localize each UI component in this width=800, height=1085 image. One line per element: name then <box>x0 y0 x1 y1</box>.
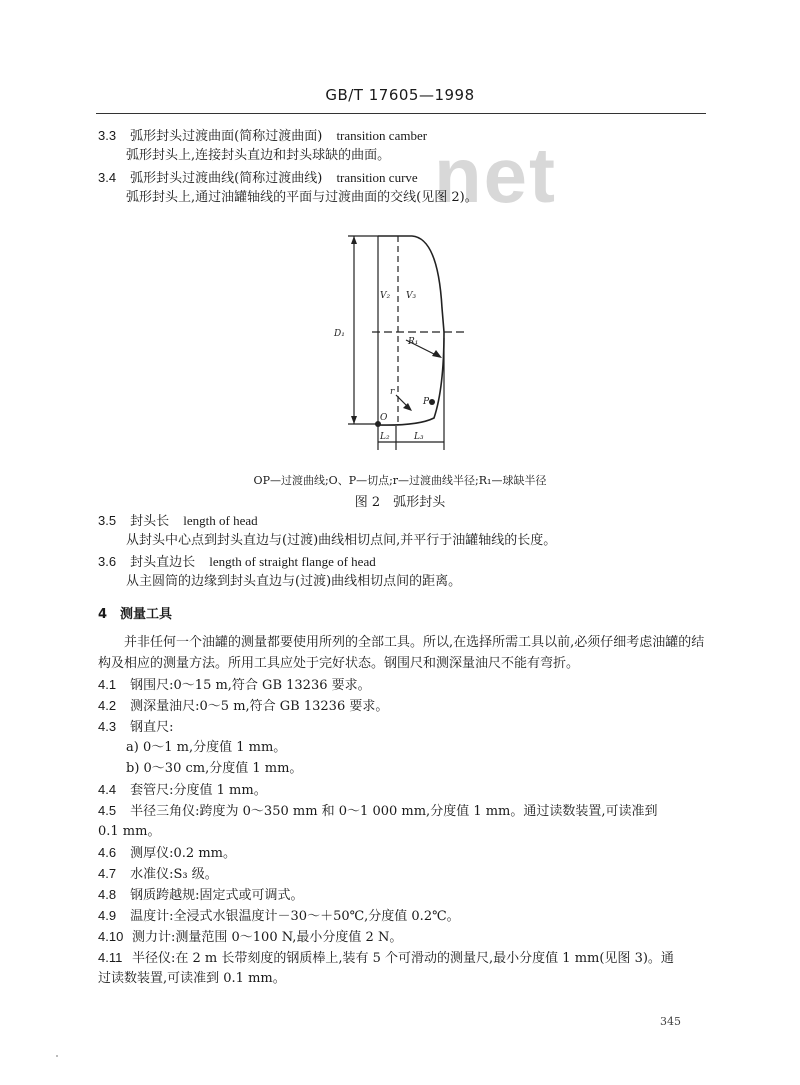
def-term: 弧形封头过渡曲线(简称过渡曲线) <box>130 171 323 186</box>
figure-title: 图 2 弧形封头 <box>354 495 446 510</box>
item-number: 4.9 <box>98 908 117 923</box>
def-number: 3.5 <box>98 513 117 528</box>
r-arrowhead <box>403 403 412 411</box>
item-text: 钢质跨越规:固定式或可调式。 <box>130 888 304 903</box>
item-text: 测深量油尺:0～5 m,符合 GB 13236 要求。 <box>130 699 389 714</box>
def-3-4-desc: 弧形封头上,通过油罐轴线的平面与过渡曲面的交线(见图 2)。 <box>126 190 478 205</box>
label-r1: R₁ <box>408 337 419 347</box>
label-d1: D₁ <box>334 329 345 339</box>
label-l2: L₂ <box>380 432 390 442</box>
head-profile <box>378 236 444 425</box>
list-item <box>98 718 174 737</box>
list-item: 过读数装置,可读准到 0.1 mm。 <box>98 971 286 986</box>
list-item <box>98 676 371 695</box>
item-number: 4.10 <box>98 929 124 944</box>
label-l3: L₃ <box>414 432 424 442</box>
def-term-en: length of head <box>183 513 258 528</box>
figure-arc-head <box>320 228 480 464</box>
item-text: 测厚仪:0.2 mm。 <box>130 846 236 861</box>
list-item <box>98 802 658 821</box>
r1-arrowhead <box>432 350 442 358</box>
scan-speck <box>56 1055 58 1057</box>
label-r: r <box>390 387 395 397</box>
def-number: 3.4 <box>98 170 117 185</box>
label-p: P <box>423 397 430 407</box>
item-text: 钢直尺: <box>130 720 174 735</box>
list-item <box>98 928 402 947</box>
def-term-en: transition camber <box>336 128 428 143</box>
item-number: 4.2 <box>98 698 117 713</box>
item-text: 温度计:全浸式水银温度计－30～＋50℃,分度值 0.2℃。 <box>130 909 460 924</box>
item-text: 半径三角仪:跨度为 0～350 mm 和 0～1 000 mm,分度值 1 mm。通过读数装置,可读准到 <box>130 804 658 819</box>
list-item <box>98 886 304 905</box>
def-3-3 <box>98 127 427 146</box>
item-number: 4.3 <box>98 719 117 734</box>
list-item <box>98 949 674 968</box>
list-item: a) 0～1 m,分度值 1 mm。 <box>126 740 287 755</box>
item-text: 套管尺:分度值 1 mm。 <box>130 783 267 798</box>
d1-arrow-top <box>351 236 357 244</box>
def-term: 封头直边长 <box>130 555 196 570</box>
item-number: 4.4 <box>98 782 117 797</box>
label-o: O <box>380 413 388 423</box>
d1-arrow-bottom <box>351 416 357 424</box>
item-number: 4.7 <box>98 866 117 881</box>
item-text: 钢围尺:0～15 m,符合 GB 13236 要求。 <box>130 678 371 693</box>
def-term: 弧形封头过渡曲面(简称过渡曲面) <box>130 129 323 144</box>
item-number: 4.5 <box>98 803 117 818</box>
item-number: 4.11 <box>98 950 123 965</box>
def-3-4 <box>98 169 418 188</box>
item-text: 半径仪:在 2 m 长带刻度的钢质棒上,装有 5 个可滑动的测量尺,最小分度值 1 mm(见图 3)。通 <box>132 951 674 966</box>
label-v3: V₃ <box>406 291 417 301</box>
list-item: b) 0～30 cm,分度值 1 mm。 <box>126 761 303 776</box>
def-number: 3.3 <box>98 128 117 143</box>
section-4-intro: 并非任何一个油罐的测量都要使用所列的全部工具。所以,在选择所需工具以前,必须仔细考虑油罐的结构及相应的测量方法。所用工具应处于完好状态。钢围尺和测深量油尺不能有弯折。 <box>98 635 705 671</box>
figure-caption: OP—过渡曲线;O、P—切点;r—过渡曲线半径;R₁—球缺半径 <box>253 474 547 487</box>
standard-header: GB/T 17605—1998 <box>325 86 475 104</box>
list-item: 0.1 mm。 <box>98 824 161 839</box>
def-term: 封头长 <box>130 514 170 529</box>
def-3-5-desc: 从封头中心点到封头直边与(过渡)曲线相切点间,并平行于油罐轴线的长度。 <box>126 533 557 548</box>
list-item <box>98 697 388 716</box>
item-number: 4.1 <box>98 677 117 692</box>
list-item <box>98 844 236 863</box>
list-item <box>98 781 267 800</box>
def-3-3-desc: 弧形封头上,连接封头直边和封头球缺的曲面。 <box>126 148 391 163</box>
list-item <box>98 907 460 926</box>
header-rule <box>96 113 706 114</box>
item-number: 4.6 <box>98 845 117 860</box>
def-number: 3.6 <box>98 554 117 569</box>
point-p <box>429 399 435 405</box>
label-v2: V₂ <box>380 291 391 301</box>
def-3-6-desc: 从主圆筒的边缘到封头直边与(过渡)曲线相切点间的距离。 <box>126 574 462 589</box>
page-number: 345 <box>660 1015 681 1028</box>
def-3-5 <box>98 512 258 531</box>
def-3-6 <box>98 553 376 572</box>
def-term-en: length of straight flange of head <box>209 554 376 569</box>
item-number: 4.8 <box>98 887 117 902</box>
list-item <box>98 865 218 884</box>
item-text: 测力计:测量范围 0～100 N,最小分度值 2 N。 <box>132 930 403 945</box>
item-text: 水准仪:S₃ 级。 <box>130 867 218 882</box>
def-term-en: transition curve <box>336 170 418 185</box>
section-4-title: 4 测量工具 <box>98 607 173 622</box>
watermark: net <box>434 131 557 219</box>
